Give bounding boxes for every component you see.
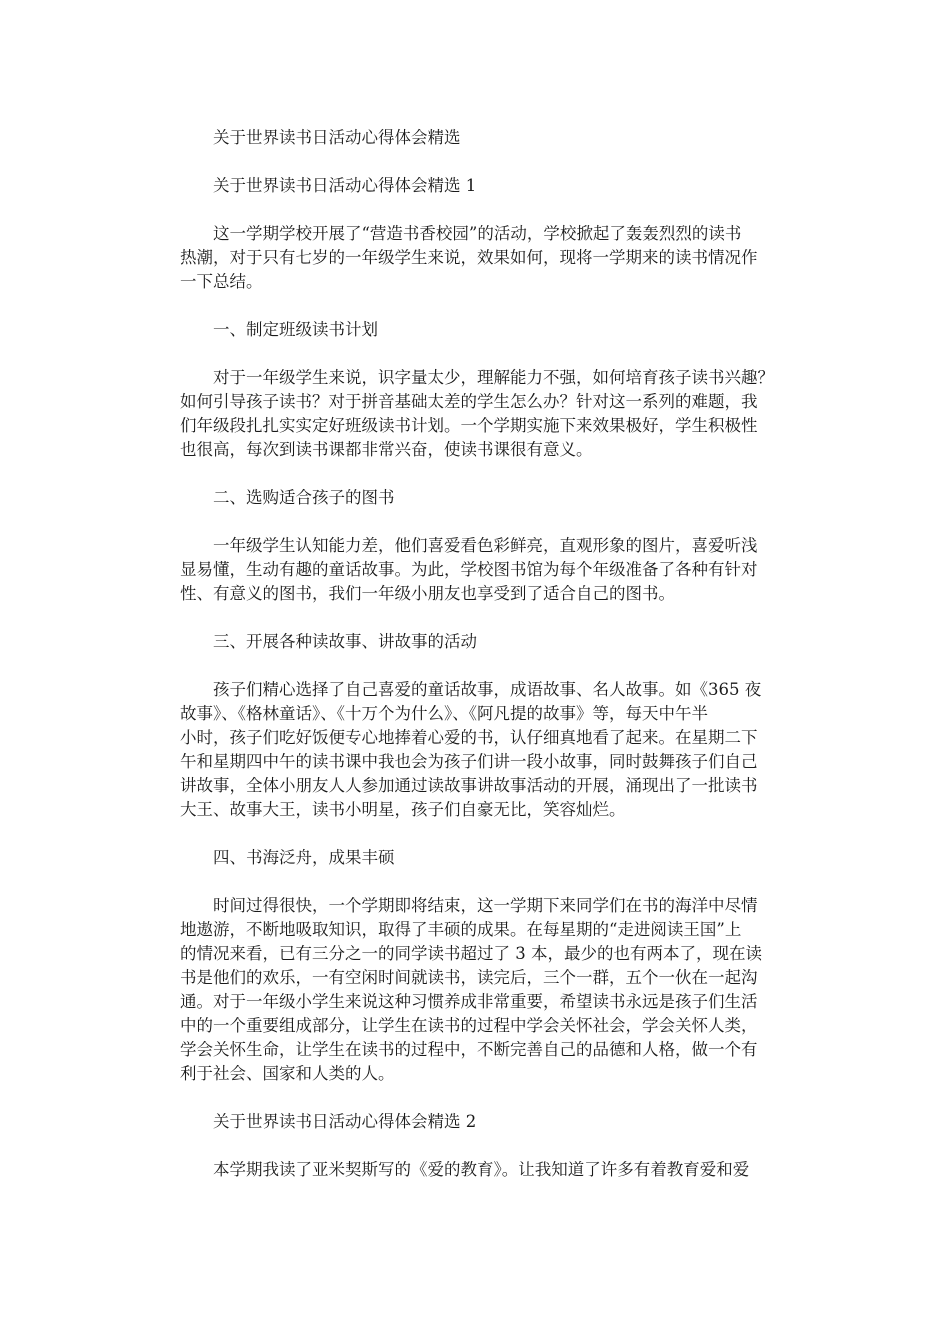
section-2-title: 关于世界读书日活动心得体会精选 2: [213, 1112, 477, 1131]
text-line: 大王、故事大王，读书小明星，孩子们自豪无比，笑容灿烂。: [180, 800, 626, 819]
text-line: 故事》、《格林童话》、《十万个为什么》、《阿凡提的故事》等，每天中午半: [180, 704, 708, 723]
document-title: 关于世界读书日活动心得体会精选: [213, 128, 461, 147]
text-line: 通。对于一年级小学生来说这种习惯养成非常重要，希望读书永远是孩子们生活: [180, 992, 758, 1011]
paragraph-results: [180, 894, 780, 1086]
paragraph-story-activities: [180, 678, 780, 822]
intro-paragraph: [180, 222, 780, 294]
text-line: 利于社会、国家和人类的人。: [180, 1064, 395, 1083]
text-line: 时间过得很快，一个学期即将结束，这一学期下来同学们在书的海洋中尽情: [213, 896, 758, 915]
section-1-title: 关于世界读书日活动心得体会精选 1: [213, 176, 477, 195]
text-line: 中的一个重要组成部分，让学生在读书的过程中学会关怀社会，学会关怀人类，: [180, 1016, 758, 1035]
paragraph-love-education: [180, 1158, 780, 1182]
text-line: 热潮，对于只有七岁的一年级学生来说，效果如何，现将一学期来的读书情况作: [180, 248, 758, 267]
text-line: 显易懂，生动有趣的童话故事。为此，学校图书馆为每个年级准备了各种有针对: [180, 560, 758, 579]
heading-results: 四、书海泛舟，成果丰硕: [213, 848, 395, 867]
heading-story-activities: 三、开展各种读故事、讲故事的活动: [213, 632, 477, 651]
text-line: 本学期我读了亚米契斯写的《爱的教育》。让我知道了许多有着教育爱和爱: [213, 1160, 750, 1179]
text-line: 的情况来看，已有三分之一的同学读书超过了 3 本，最少的也有两本了，现在读: [180, 944, 762, 963]
text-line: 也很高，每次到读书课都非常兴奋，使读书课很有意义。: [180, 440, 593, 459]
paragraph-book-selection: [180, 534, 780, 606]
text-line: 小时，孩子们吃好饭便专心地捧着心爱的书，认仔细真地看了起来。在星期二下: [180, 728, 758, 747]
text-line: 讲故事，全体小朋友人人参加通过读故事讲故事活动的开展，涌现出了一批读书: [180, 776, 758, 795]
text-line: 们年级段扎扎实实定好班级读书计划。一个学期实施下来效果极好，学生积极性: [180, 416, 758, 435]
text-line: 如何引导孩子读书？对于拼音基础太差的学生怎么办？针对这一系列的难题，我: [180, 392, 758, 411]
text-line: 一年级学生认知能力差，他们喜爱看色彩鲜亮，直观形象的图片，喜爱听浅: [213, 536, 758, 555]
text-line: 书是他们的欢乐，一有空闲时间就读书，读完后，三个一群，五个一伙在一起沟: [180, 968, 758, 987]
text-line: 一下总结。: [180, 272, 263, 291]
heading-book-selection: 二、选购适合孩子的图书: [213, 488, 395, 507]
text-line: 午和星期四中午的读书课中我也会为孩子们讲一段小故事，同时鼓舞孩子们自己: [180, 752, 758, 771]
text-line: 这一学期学校开展了“营造书香校园”的活动，学校掀起了轰轰烈烈的读书: [213, 224, 742, 243]
text-line: 对于一年级学生来说，识字量太少，理解能力不强，如何培育孩子读书兴趣？: [213, 368, 774, 387]
paragraph-reading-plan: [180, 366, 780, 462]
text-line: 孩子们精心选择了自己喜爱的童话故事，成语故事、名人故事。如《365 夜: [213, 680, 762, 699]
heading-reading-plan: 一、制定班级读书计划: [213, 320, 378, 339]
text-line: 地遨游，不断地吸取知识，取得了丰硕的成果。在每星期的“走进阅读王国”上: [180, 920, 742, 939]
text-line: 学会关怀生命，让学生在读书的过程中，不断完善自己的品德和人格，做一个有: [180, 1040, 758, 1059]
document-body: [180, 126, 780, 1206]
text-line: 性、有意义的图书，我们一年级小朋友也享受到了适合自己的图书。: [180, 584, 675, 603]
